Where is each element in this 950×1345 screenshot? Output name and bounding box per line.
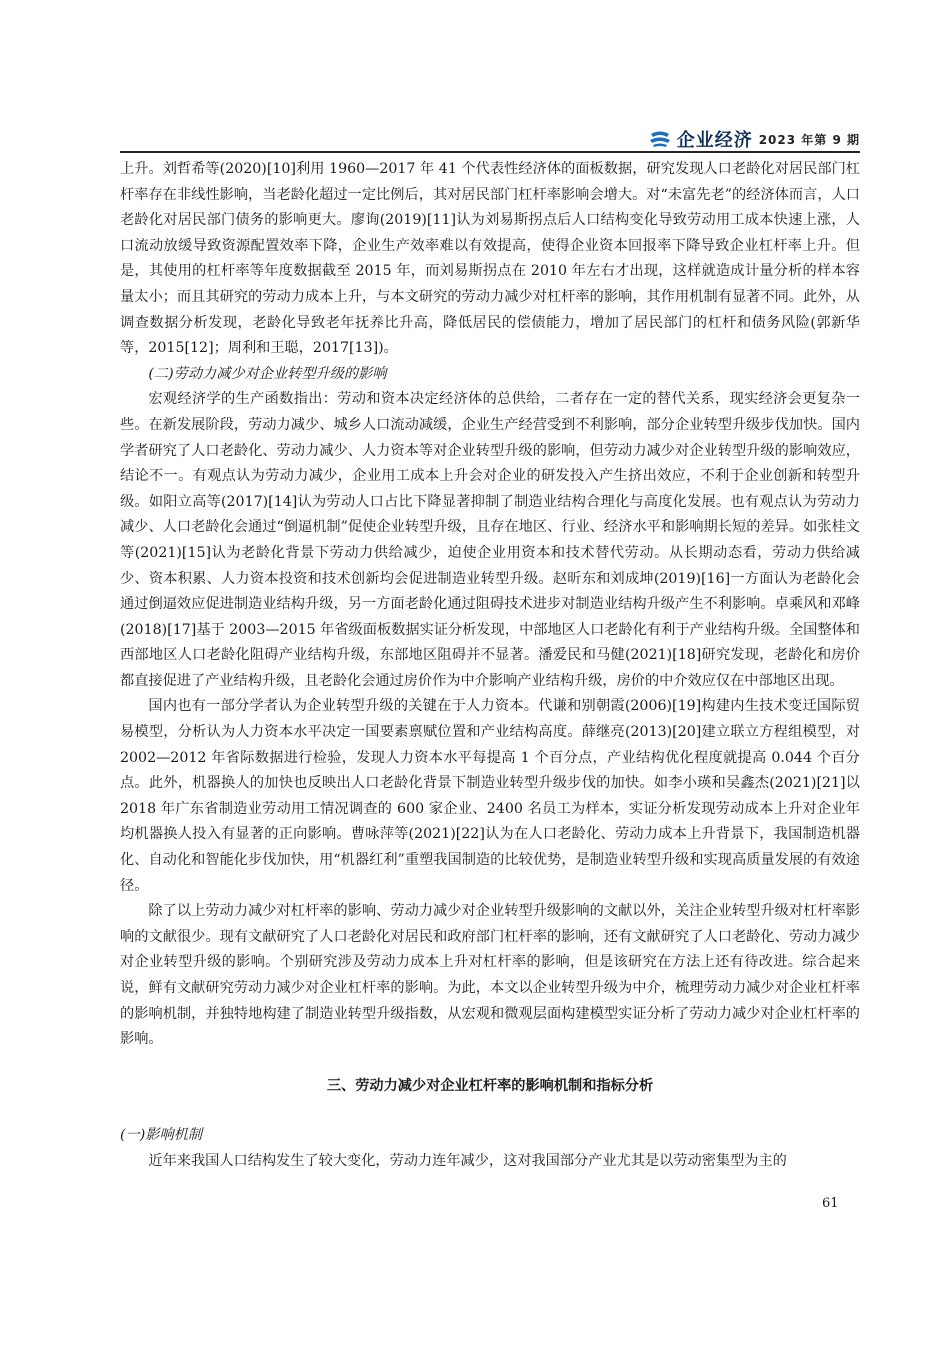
page-number: 61 xyxy=(822,1196,839,1211)
article-body xyxy=(120,157,860,1175)
journal-logo-icon xyxy=(649,130,671,148)
subsection-heading-3-1: (一)影响机制 xyxy=(120,1127,203,1144)
section-title-3: 三、劳动力减少对企业杠杆率的影响机制和指标分析 xyxy=(326,1077,654,1094)
paragraph-3: 国内也有一部分学者认为企业转型升级的关键在于人力资本。代谦和别朝霞(2006)[19]构建内生技术变迁国际贸易模型，分析认为人力资本水平决定一国要素禀赋位置和产业结构高度。薛继亮(2013)[20]建立联立方程组模型，对 2002—2012 年省际数据进行检验，发现人力资本水平每提高 1 个百分点，产业结构优化程度就提高 0.044 个百分点。此外，机器换人的加快也反映出人口老龄化背景下制造业转型升级步伐的加快。如李小瑛和吴鑫杰(2021)[21]以 2018 年广东省制造业劳动用工情况调查的 600 家企业、2400 名员工为样本，实证分析发现劳动成本上升对企业年均机器换人投入有显著的正向影响。曹咏萍等(2021)[22]认为在人口老龄化、劳动力成本上升背景下，我国制造机器化、自动化和智能化步伐加快，用“机器红利”重塑我国制造的比较优势，是制造业转型升级和实现高质量发展的有效途径。 xyxy=(120,698,860,894)
journal-brand xyxy=(649,126,860,152)
paragraph-5: 近年来我国人口结构发生了较大变化，劳动力连年减少，这对我国部分产业尤其是以劳动密集型为主的 xyxy=(148,1152,787,1169)
page-header xyxy=(120,120,860,156)
subsection-heading-2: (二)劳动力减少对企业转型升级的影响 xyxy=(148,365,387,382)
header-rule xyxy=(120,151,860,153)
journal-name: 企业经济 xyxy=(676,130,753,151)
issue-label: 2023 年第 9 期 xyxy=(758,132,860,147)
paragraph-2: 宏观经济学的生产函数指出：劳动和资本决定经济体的总供给，二者存在一定的替代关系，现实经济会更复杂一些。在新发展阶段，劳动力减少、城乡人口流动减缓，企业生产经营受到不利影响，部分企业转型升级步伐加快。国内学者研究了人口老龄化、劳动力减少、人力资本等对企业转型升级的影响，但劳动力减少对企业转型升级的影响效应，结论不一。有观点认为劳动力减少，企业用工成本上升会对企业的研发投入产生挤出效应，不利于企业创新和转型升级。如阳立高等(2017)[14]认为劳动人口占比下降显著抑制了制造业结构合理化与高度化发展。也有观点认为劳动力减少、人口老龄化会通过“倒逼机制”促使企业转型升级，且存在地区、行业、经济水平和影响期长短的差异。如张桂文等(2021)[15]认为老龄化背景下劳动力供给减少，迫使企业用资本和技术替代劳动。从长期动态看，劳动力供给减少、资本积累、人力资本投资和技术创新均会促进制造业转型升级。赵昕东和刘成坤(2019)[16]一方面认为老龄化会通过倒逼效应促进制造业结构升级，另一方面老龄化通过阻碍技术进步对制造业结构升级产生不利影响。卓乘风和邓峰(2018)[17]基于 2003—2015 年省级面板数据实证分析发现，中部地区人口老龄化有利于产业结构升级。全国整体和西部地区人口老龄化阻碍产业结构升级，东部地区阻碍并不显著。潘爱民和马健(2021)[18]研究发现，老龄化和房价都直接促进了产业结构升级，且老龄化会通过房价作为中介影响产业结构升级，房价的中介效应仅在中部地区出现。 xyxy=(120,391,860,689)
paragraph-1: 上升。刘哲希等(2020)[10]利用 1960—2017 年 41 个代表性经济体的面板数据，研究发现人口老龄化对居民部门杠杆率存在非线性影响，当老龄化超过一定比例后，其对居民部门杠杆率影响会增大。对“未富先老”的经济体而言，人口老龄化对居民部门债务的影响更大。廖询(2019)[11]认为刘易斯拐点后人口结构变化导致劳动用工成本快速上涨，人口流动放缓导致资源配置效率下降，企业生产效率难以有效提高，使得企业资本回报率下降导致企业杠杆率上升。但是，其使用的杠杆率等年度数据截至 2015 年，而刘易斯拐点在 2010 年左右才出现，这样就造成计量分析的样本容量太小；而且其研究的劳动力成本上升，与本文研究的劳动力减少对杠杆率的影响，其作用机制有显著不同。此外，从调查数据分析发现，老龄化导致老年抚养比升高，降低居民的偿债能力，增加了居民部门的杠杆和债务风险(郭新华等，2015[12]；周利和王聪，2017[13])。 xyxy=(120,161,860,357)
paragraph-4: 除了以上劳动力减少对杠杆率的影响、劳动力减少对企业转型升级影响的文献以外，关注企业转型升级对杠杆率影响的文献很少。现有文献研究了人口老龄化对居民和政府部门杠杆率的影响，还有文献研究了人口老龄化、劳动力减少对企业转型升级的影响。个别研究涉及劳动力成本上升对杠杆率的影响，但是该研究在方法上还有待改进。综合起来说，鲜有文献研究劳动力减少对企业杠杆率的影响。为此，本文以企业转型升级为中介，梳理劳动力减少对企业杠杆率的影响机制，并独特地构建了制造业转型升级指数，从宏观和微观层面构建模型实证分析了劳动力减少对企业杠杆率的影响。 xyxy=(120,903,860,1048)
